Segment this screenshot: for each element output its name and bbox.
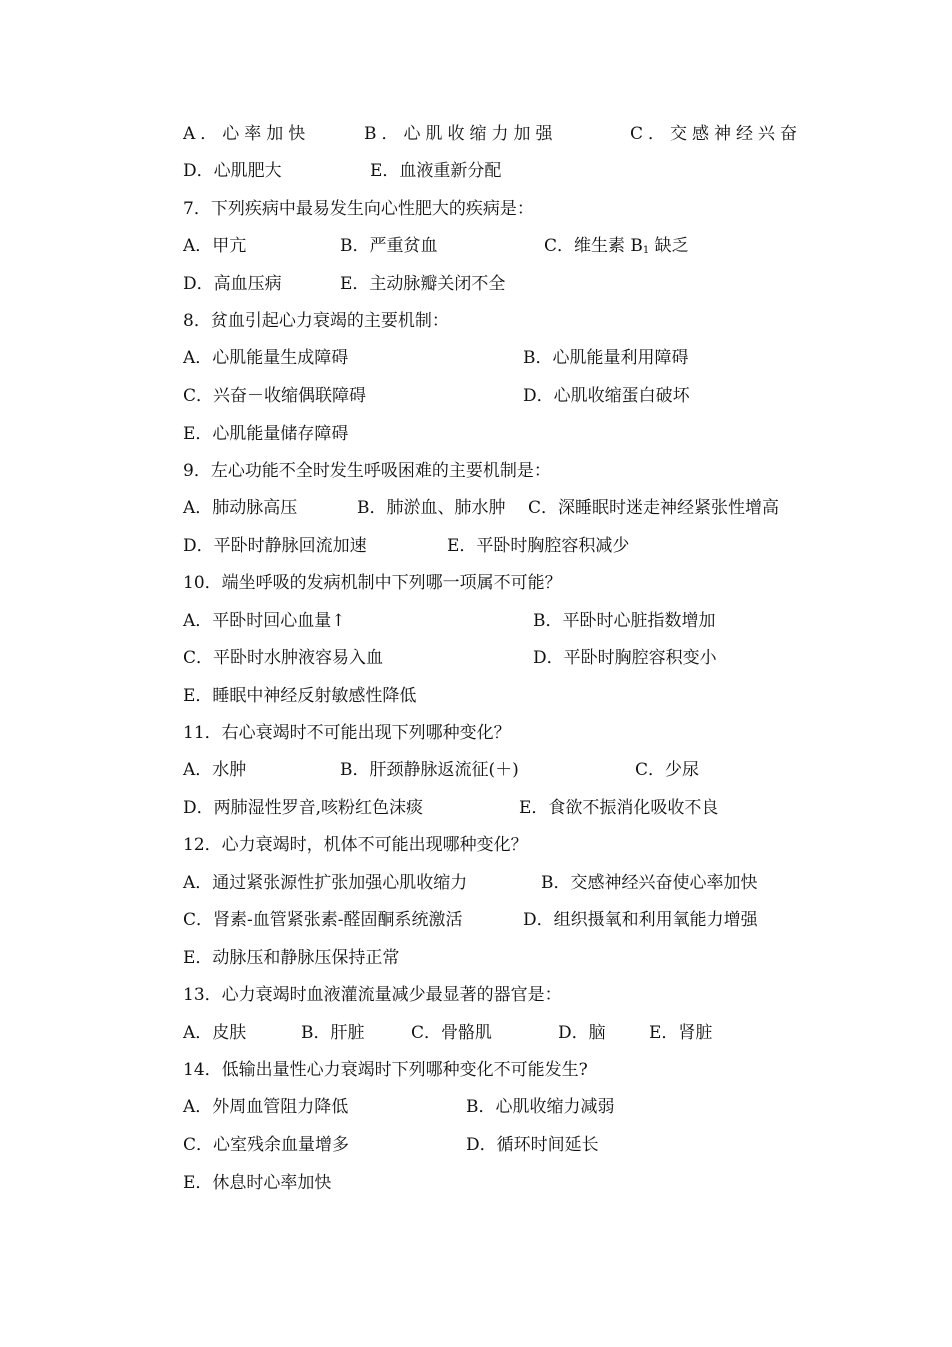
option-text: C．深睡眠时迷走神经紧张性增高 bbox=[528, 498, 780, 518]
question-text: 14．低输出量性心力衰竭时下列哪种变化不可能发生? bbox=[183, 1060, 588, 1080]
option-text: A．水肿 bbox=[183, 760, 247, 780]
option-text: C．心室残余血量增多 bbox=[183, 1135, 350, 1155]
option-text: D．平卧时胸腔容积变小 bbox=[533, 648, 717, 668]
option-text: E．肾脏 bbox=[649, 1023, 713, 1043]
option-text: A．心率加快 bbox=[183, 124, 311, 144]
option-text: B．心肌能量利用障碍 bbox=[523, 348, 689, 368]
option-text: D．脑 bbox=[558, 1023, 606, 1043]
option-text: C．兴奋－收缩偶联障碍 bbox=[183, 386, 367, 406]
option-text: E．休息时心率加快 bbox=[183, 1173, 332, 1193]
question-text: 9．左心功能不全时发生呼吸困难的主要机制是： bbox=[183, 461, 551, 481]
option-text: D．循环时间延长 bbox=[466, 1135, 599, 1155]
option-text: C．交感神经兴奋 bbox=[630, 124, 803, 144]
option-text: A．外周血管阻力降低 bbox=[183, 1097, 349, 1117]
question-text: 8．贫血引起心力衰竭的主要机制： bbox=[183, 311, 449, 331]
option-text: B．肝脏 bbox=[301, 1023, 365, 1043]
option-text: B．肝颈静脉返流征(＋) bbox=[340, 760, 519, 780]
option-text: C．维生素 B bbox=[544, 236, 643, 256]
question-text: 7．下列疾病中最易发生向心性肥大的疾病是： bbox=[183, 199, 534, 219]
subscript: 1 bbox=[642, 245, 650, 256]
option-text: A．甲亢 bbox=[183, 236, 247, 256]
option-text: A．通过紧张源性扩张加强心肌收缩力 bbox=[183, 873, 468, 893]
option-text-with-subscript bbox=[544, 233, 689, 259]
option-text: A．肺动脉高压 bbox=[183, 498, 298, 518]
option-text: B．严重贫血 bbox=[340, 236, 438, 256]
option-text: D．组织摄氧和利用氧能力增强 bbox=[523, 910, 758, 930]
option-text: E．动脉压和静脉压保持正常 bbox=[183, 948, 400, 968]
option-text: D．两肺湿性罗音,咳粉红色沫痰 bbox=[183, 798, 424, 818]
option-text: E．主动脉瓣关闭不全 bbox=[340, 274, 506, 294]
option-text: A．平卧时回心血量↑ bbox=[183, 611, 346, 631]
option-text: C．少尿 bbox=[635, 760, 700, 780]
option-text: D．心肌收缩蛋白破坏 bbox=[523, 386, 690, 406]
question-text: 11．右心衰竭时不可能出现下列哪种变化？ bbox=[183, 723, 511, 743]
option-text: C．平卧时水肿液容易入血 bbox=[183, 648, 384, 668]
option-text: D．心肌肥大 bbox=[183, 161, 282, 181]
question-text: 12．心力衰竭时，机体不可能出现哪种变化？ bbox=[183, 835, 528, 855]
option-text: B．心肌收缩力加强 bbox=[364, 124, 558, 144]
option-text: A．心肌能量生成障碍 bbox=[183, 348, 349, 368]
option-text: A．皮肤 bbox=[183, 1023, 247, 1043]
option-text: B．心肌收缩力减弱 bbox=[466, 1097, 615, 1117]
option-text: E．心肌能量储存障碍 bbox=[183, 424, 349, 444]
option-text: E．食欲不振消化吸收不良 bbox=[519, 798, 719, 818]
option-text: C．骨骼肌 bbox=[411, 1023, 493, 1043]
question-text: 10．端坐呼吸的发病机制中下列哪一项属不可能？ bbox=[183, 573, 562, 593]
option-text: E．血液重新分配 bbox=[370, 161, 502, 181]
question-text: 13．心力衰竭时血液灌流量减少最显著的器官是： bbox=[183, 985, 562, 1005]
option-text: C．肾素-血管紧张素-醛固酮系统激活 bbox=[183, 910, 463, 930]
option-tail: 缺乏 bbox=[649, 236, 689, 256]
option-text: B．平卧时心脏指数增加 bbox=[533, 611, 716, 631]
option-text: E．平卧时胸腔容积减少 bbox=[447, 536, 630, 556]
option-text: D．高血压病 bbox=[183, 274, 282, 294]
option-text: B．交感神经兴奋使心率加快 bbox=[541, 873, 758, 893]
option-text: D．平卧时静脉回流加速 bbox=[183, 536, 367, 556]
option-text: E．睡眠中神经反射敏感性降低 bbox=[183, 686, 417, 706]
option-text: B．肺淤血、肺水肿 bbox=[357, 498, 506, 518]
